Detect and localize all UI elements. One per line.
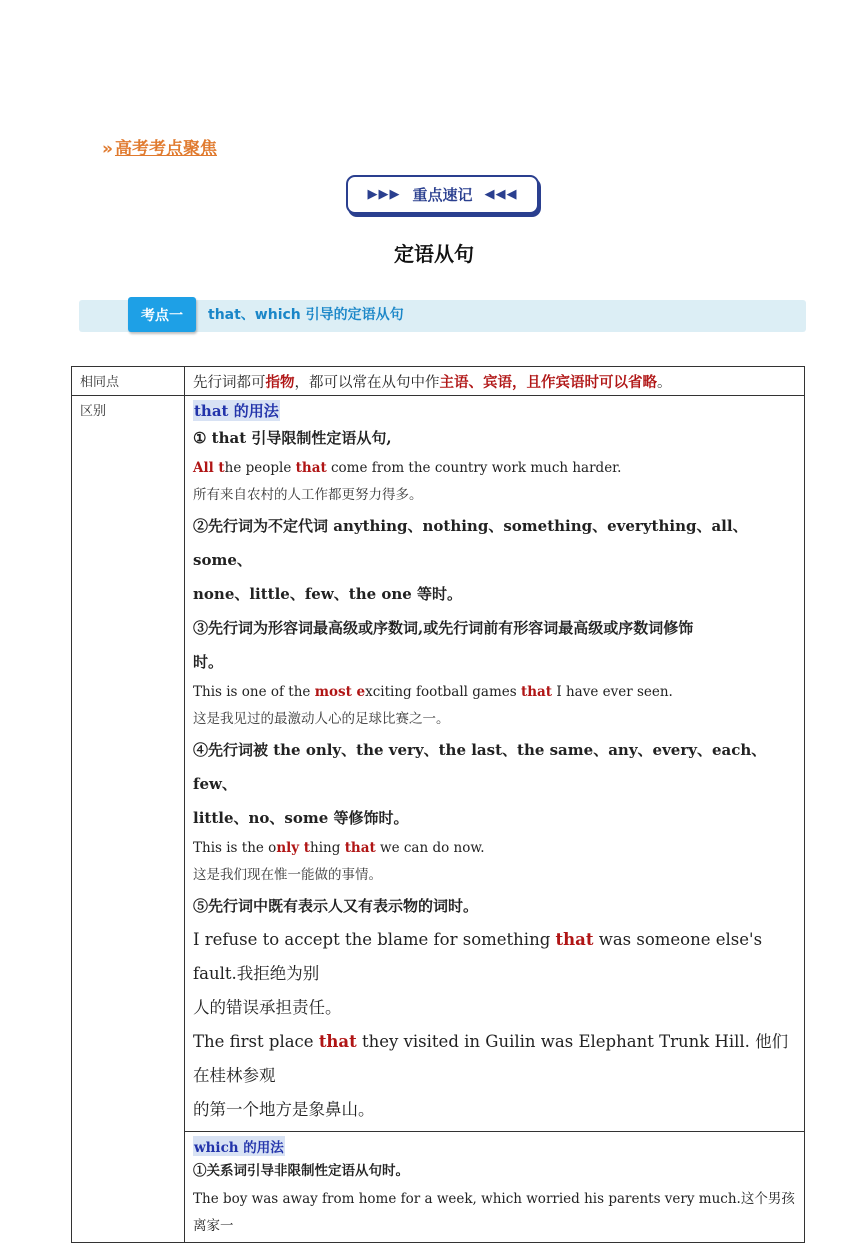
rule-1: ① that 引导限制性定语从句,: [193, 429, 392, 447]
rule-2b: none、little、few、the one 等时。: [193, 585, 463, 603]
rule-4b: little、no、some 等修饰时。: [193, 809, 409, 827]
highlight-text: nly t: [276, 840, 311, 856]
rule-3b: 时。: [193, 653, 224, 671]
text-span: he people: [224, 460, 296, 476]
example-6: [193, 1025, 804, 1127]
highlight-text: 指物: [265, 374, 295, 391]
text-span: hing: [310, 840, 345, 856]
highlight-text: most e: [314, 684, 366, 700]
page-title: 定语从句: [394, 242, 474, 266]
section-tag: 考点一: [128, 297, 196, 332]
text-span: was someone else's fault.我拒绝为别: [193, 930, 763, 983]
text-span: 先行词都可: [193, 375, 266, 391]
text-span: we can do now.: [375, 840, 485, 856]
row-label-diff: 区别: [72, 396, 185, 1243]
text-span: xciting football games: [365, 684, 521, 700]
highlight-text: that: [520, 684, 553, 700]
highlight-text: 主语、宾语，且作宾语时可以省略: [439, 374, 657, 391]
comparison-table: [71, 366, 805, 1243]
text-span: I refuse to accept the blame for something: [193, 930, 556, 949]
text-span: This is one of the: [193, 684, 315, 700]
text-span: 。: [657, 375, 672, 391]
that-heading: that 的用法: [194, 402, 279, 420]
highlight-text: that: [555, 930, 594, 949]
text-span: This is the o: [193, 840, 277, 856]
triangle-right-icon: ▶▶▶: [367, 187, 401, 202]
which-rule-1: ①关系词引导非限制性定语从句时。: [193, 1163, 409, 1179]
example-4: [193, 835, 804, 862]
key-points-badge: [346, 175, 539, 214]
translation-4: 这是我们现在惟一能做的事情。: [193, 867, 382, 883]
rule-2a: ②先行词为不定代词 anything、nothing、something、everything、all、some、: [193, 517, 748, 569]
text-span: I have ever seen.: [552, 684, 673, 700]
row-content-same: [185, 367, 805, 396]
section-header-label: 高考考点聚焦: [114, 139, 217, 159]
that-usage-cell: [185, 396, 805, 1132]
text-span: The first place: [193, 1032, 319, 1051]
highlight-text: that: [318, 1032, 357, 1051]
row-label-same: 相同点: [72, 367, 185, 396]
text-span: come from the country work much harder.: [326, 460, 622, 476]
translation-1: 所有来自农村的人工作都更努力得多。: [193, 487, 423, 503]
which-heading: which 的用法: [193, 1136, 285, 1156]
badge-label: 重点速记: [412, 186, 473, 204]
highlight-text: All t: [193, 460, 225, 476]
which-example-1: The boy was away from home for a week, which worried his parents very much.这个男孩离家一: [193, 1191, 795, 1234]
table-row: [72, 396, 805, 1132]
text-span: they visited in Guilin was Elephant Trunk Hill. 他们在桂林参观: [193, 1032, 789, 1085]
section-header-link[interactable]: [102, 134, 217, 159]
rule-3a: ③先行词为形容词最高级或序数词,或先行词前有形容词最高级或序数词修饰: [193, 619, 694, 637]
which-usage-cell: [185, 1132, 805, 1243]
example-3: [193, 679, 804, 706]
highlight-text: that: [295, 460, 327, 476]
section-title: that、which 引导的定语从句: [208, 307, 404, 323]
text-span: 的第一个地方是象鼻山。: [193, 1100, 375, 1119]
text-span: 人的错误承担责任。: [193, 998, 342, 1017]
text-span: ，都可以常在从句中作: [294, 375, 440, 391]
rule-5: ⑤先行词中既有表示人又有表示物的词时。: [193, 897, 479, 915]
table-row: [72, 367, 805, 396]
triangle-left-icon: ◀◀◀: [484, 187, 518, 202]
example-1: [193, 455, 804, 482]
rule-4a: ④先行词被 the only、the very、the last、the same、any、every、each、few、: [193, 741, 767, 793]
example-5: [193, 923, 804, 1025]
double-chevron-icon: »: [102, 139, 113, 159]
translation-3: 这是我见过的最激动人心的足球比赛之一。: [193, 711, 450, 727]
highlight-text: that: [344, 840, 376, 856]
